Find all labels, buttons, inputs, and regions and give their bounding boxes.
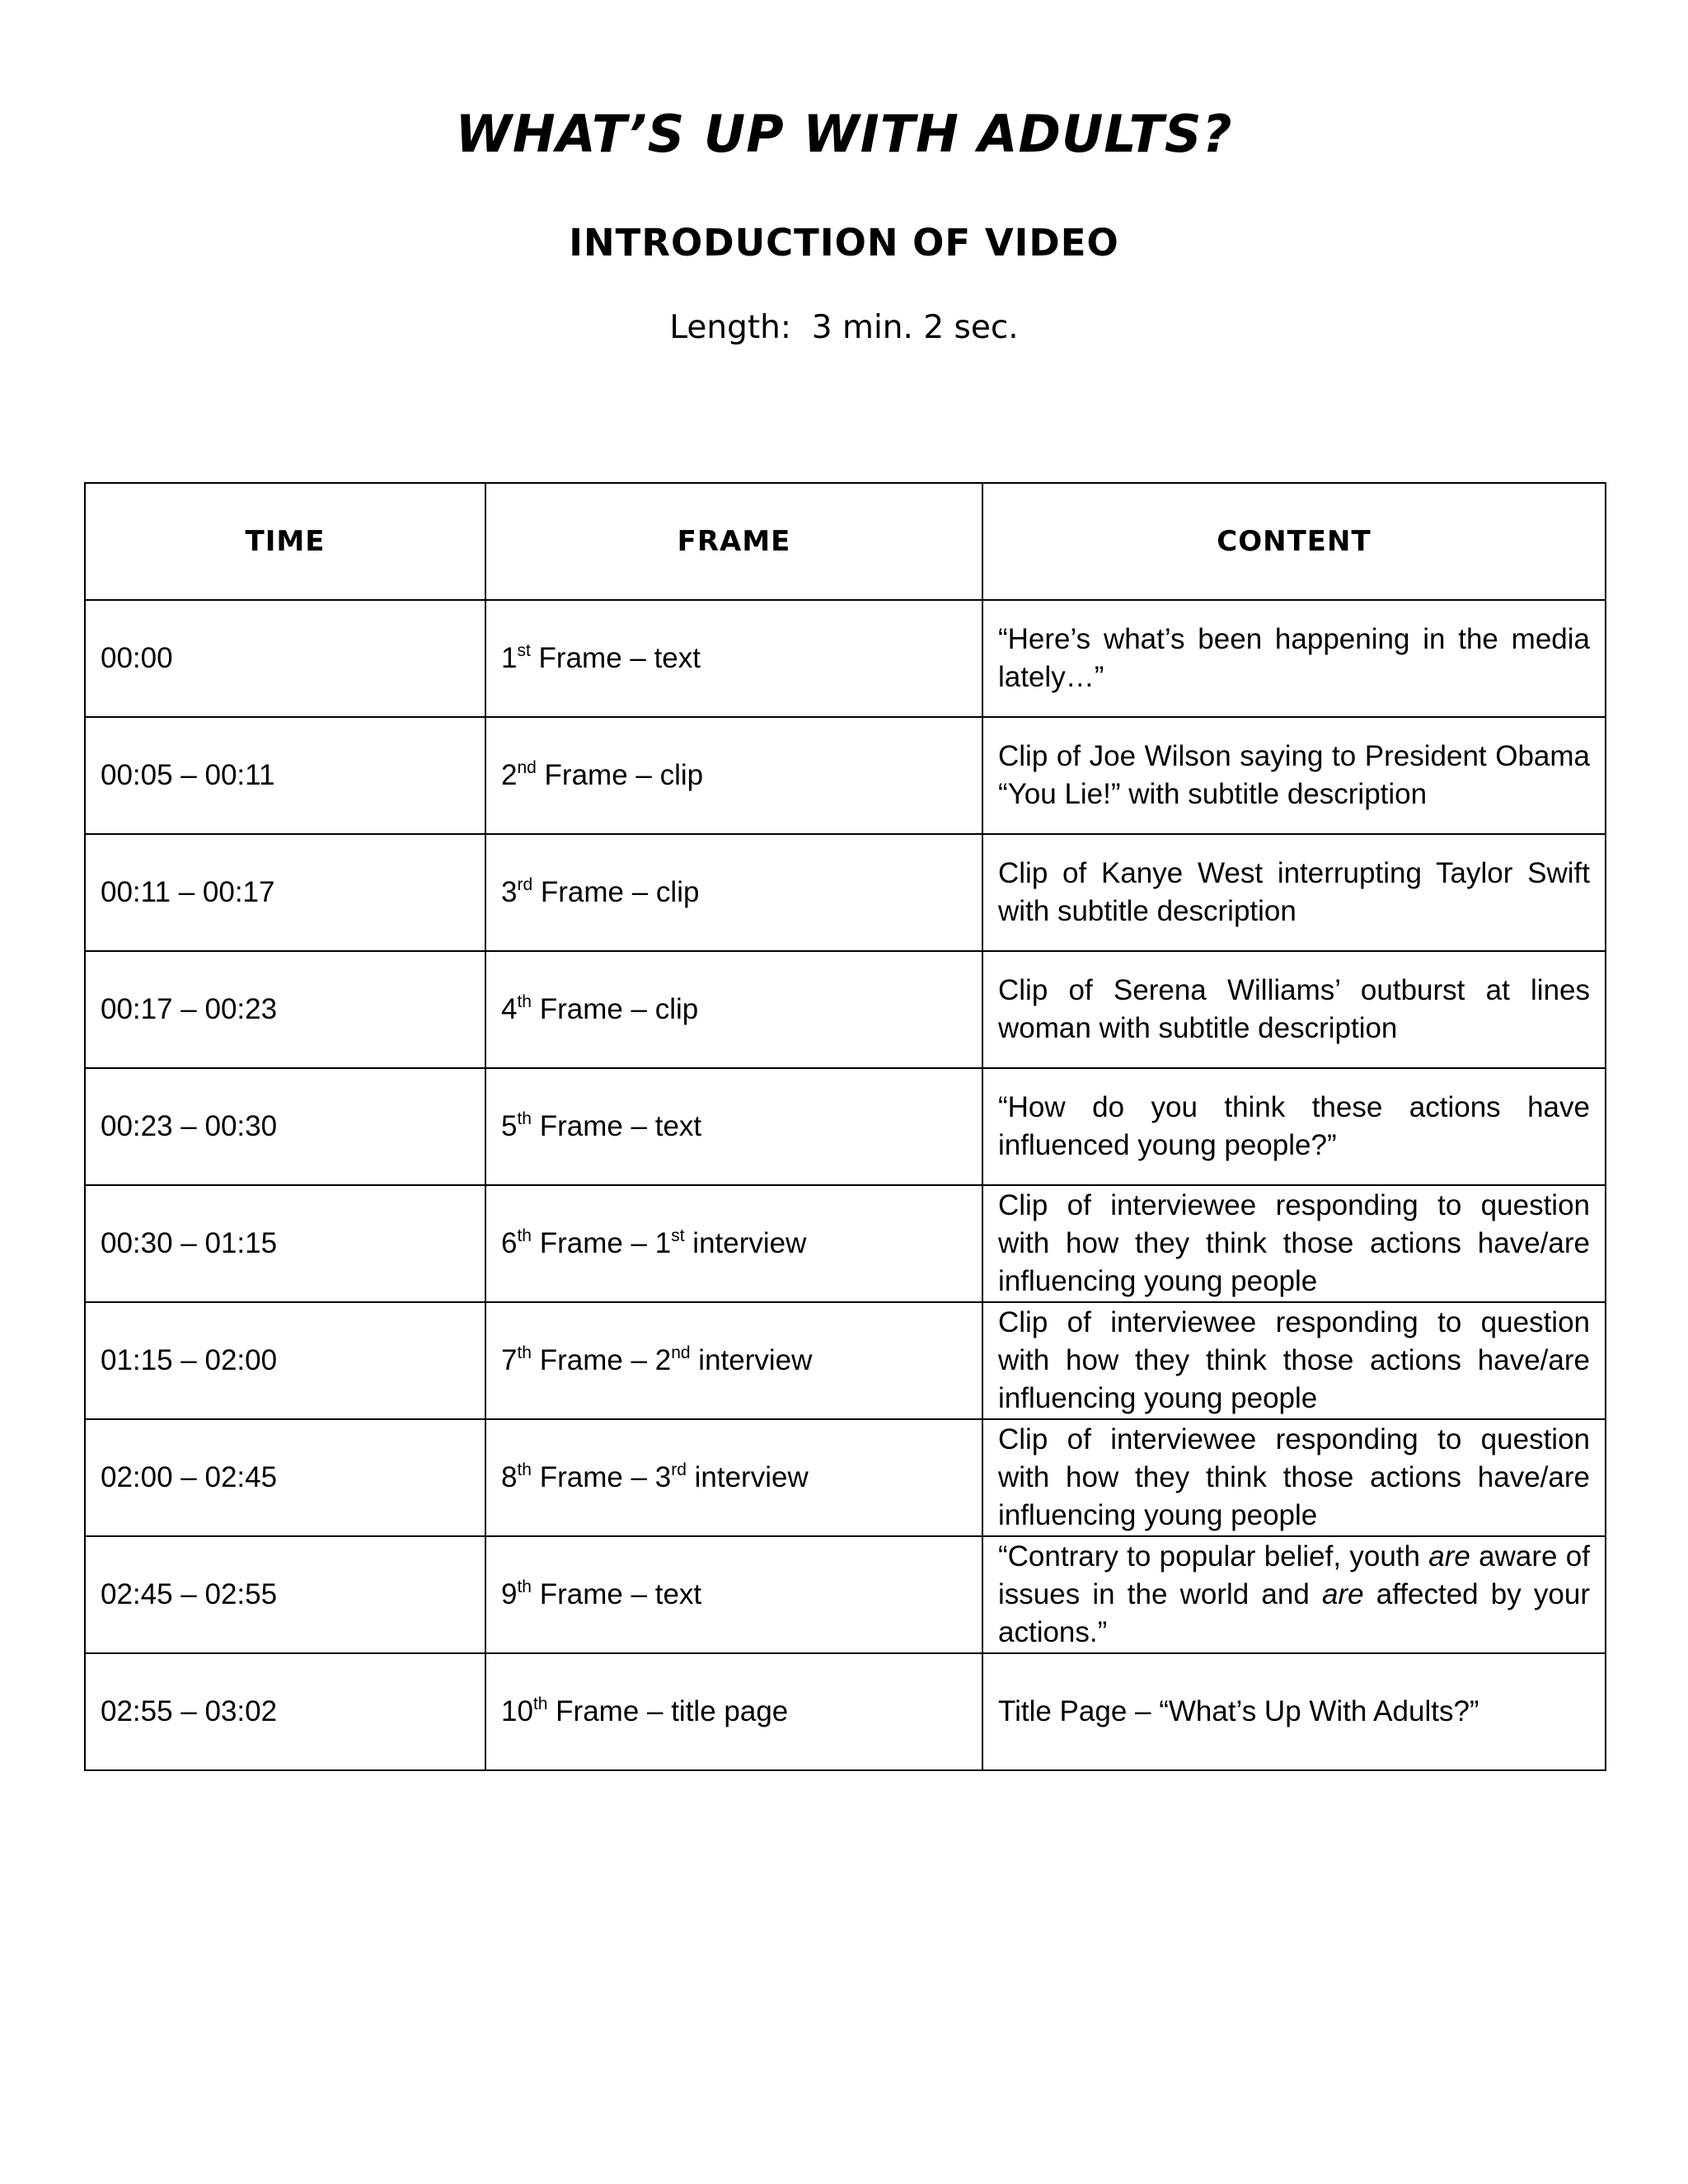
frame-number: 6 <box>501 1227 518 1259</box>
emphasized-word: are <box>1321 1578 1364 1610</box>
ordinal-suffix: th <box>517 1460 532 1479</box>
ordinal-suffix: nd <box>517 758 537 777</box>
document-subtitle: INTRODUCTION OF VIDEO <box>569 221 1119 265</box>
content-cell: Clip of interviewee responding to question with how they think those actions have/are influencing young people <box>982 1419 1606 1536</box>
ordinal-suffix: st <box>671 1226 685 1245</box>
time-cell: 00:00 <box>85 600 485 717</box>
table-row <box>85 1302 1606 1419</box>
frame-number: 8 <box>501 1461 518 1493</box>
time-cell: 00:30 – 01:15 <box>85 1185 485 1302</box>
frame-cell <box>485 1302 982 1419</box>
table-row <box>85 1536 1606 1653</box>
table-row <box>85 951 1606 1068</box>
table-row <box>85 1068 1606 1185</box>
time-cell: 02:45 – 02:55 <box>85 1536 485 1653</box>
time-cell: 00:17 – 00:23 <box>85 951 485 1068</box>
table-row <box>85 1185 1606 1302</box>
ordinal-suffix: th <box>517 1343 532 1362</box>
frame-description: Frame – text <box>531 1578 702 1610</box>
ordinal-suffix: th <box>517 992 532 1011</box>
frame-cell <box>485 600 982 717</box>
ordinal-suffix: nd <box>671 1343 691 1362</box>
frame-number: 3 <box>501 876 518 908</box>
frame-cell <box>485 834 982 951</box>
frame-description: Frame – 3 <box>531 1461 672 1493</box>
content-cell: “How do you think these actions have influenced young people?” <box>982 1068 1606 1185</box>
frame-cell <box>485 717 982 834</box>
content-text: “Contrary to popular belief, youth <box>998 1540 1429 1572</box>
column-header-content: CONTENT <box>982 483 1606 600</box>
time-cell: 00:05 – 00:11 <box>85 717 485 834</box>
frame-description: Frame – text <box>531 1110 702 1142</box>
ordinal-suffix: rd <box>671 1460 687 1479</box>
frame-number: 10 <box>501 1695 533 1727</box>
content-cell <box>982 1536 1606 1653</box>
time-cell: 00:23 – 00:30 <box>85 1068 485 1185</box>
frame-cell <box>485 951 982 1068</box>
video-length: Length: 3 min. 2 sec. <box>669 309 1019 346</box>
content-text: aware of issues in the world and <box>998 1540 1590 1610</box>
emphasized-word: are <box>1428 1540 1470 1572</box>
time-cell: 02:00 – 02:45 <box>85 1419 485 1536</box>
table-row <box>85 834 1606 951</box>
frame-description: Frame – clip <box>531 993 699 1025</box>
video-frame-table <box>84 482 1606 1771</box>
content-cell: Clip of interviewee responding to question with how they think those actions have/are influencing young people <box>982 1185 1606 1302</box>
column-header-time: TIME <box>85 483 485 600</box>
frame-description: Frame – title page <box>547 1695 789 1727</box>
frame-description: interview <box>684 1227 807 1259</box>
content-cell: Clip of Joe Wilson saying to President Obama “You Lie!” with subtitle description <box>982 717 1606 834</box>
frame-description: Frame – clip <box>532 876 700 908</box>
frame-cell <box>485 1068 982 1185</box>
frame-number: 4 <box>501 993 518 1025</box>
table-row <box>85 1653 1606 1770</box>
frame-description: interview <box>686 1461 809 1493</box>
frame-number: 7 <box>501 1344 518 1376</box>
content-cell: Title Page – “What’s Up With Adults?” <box>982 1653 1606 1770</box>
frame-cell <box>485 1536 982 1653</box>
frame-number: 1 <box>501 642 518 674</box>
time-cell: 02:55 – 03:02 <box>85 1653 485 1770</box>
content-cell: Clip of interviewee responding to question with how they think those actions have/are influencing young people <box>982 1302 1606 1419</box>
ordinal-suffix: th <box>517 1577 532 1596</box>
ordinal-suffix: rd <box>517 875 533 894</box>
content-cell: Clip of Kanye West interrupting Taylor Swift with subtitle description <box>982 834 1606 951</box>
ordinal-suffix: th <box>517 1109 532 1128</box>
content-cell: “Here’s what’s been happening in the media lately…” <box>982 600 1606 717</box>
table-header-row <box>85 483 1606 600</box>
document-title: WHAT’S UP WITH ADULTS? <box>455 104 1233 164</box>
frame-description: interview <box>690 1344 813 1376</box>
content-text: affected by your actions.” <box>998 1578 1591 1648</box>
frame-number: 2 <box>501 759 518 791</box>
frame-description: Frame – clip <box>536 759 704 791</box>
frame-description: Frame – text <box>530 642 701 674</box>
frame-description: Frame – 2 <box>531 1344 672 1376</box>
frame-cell <box>485 1185 982 1302</box>
frame-cell <box>485 1419 982 1536</box>
ordinal-suffix: th <box>532 1694 548 1713</box>
time-cell: 00:11 – 00:17 <box>85 834 485 951</box>
ordinal-suffix: st <box>517 641 531 660</box>
column-header-frame: FRAME <box>485 483 982 600</box>
frame-number: 9 <box>501 1578 518 1610</box>
frame-cell <box>485 1653 982 1770</box>
frame-description: Frame – 1 <box>531 1227 672 1259</box>
ordinal-suffix: th <box>517 1226 532 1245</box>
frame-number: 5 <box>501 1110 518 1142</box>
table-row <box>85 1419 1606 1536</box>
table-row <box>85 600 1606 717</box>
table-row <box>85 717 1606 834</box>
content-cell: Clip of Serena Williams’ outburst at lines woman with subtitle description <box>982 951 1606 1068</box>
time-cell: 01:15 – 02:00 <box>85 1302 485 1419</box>
